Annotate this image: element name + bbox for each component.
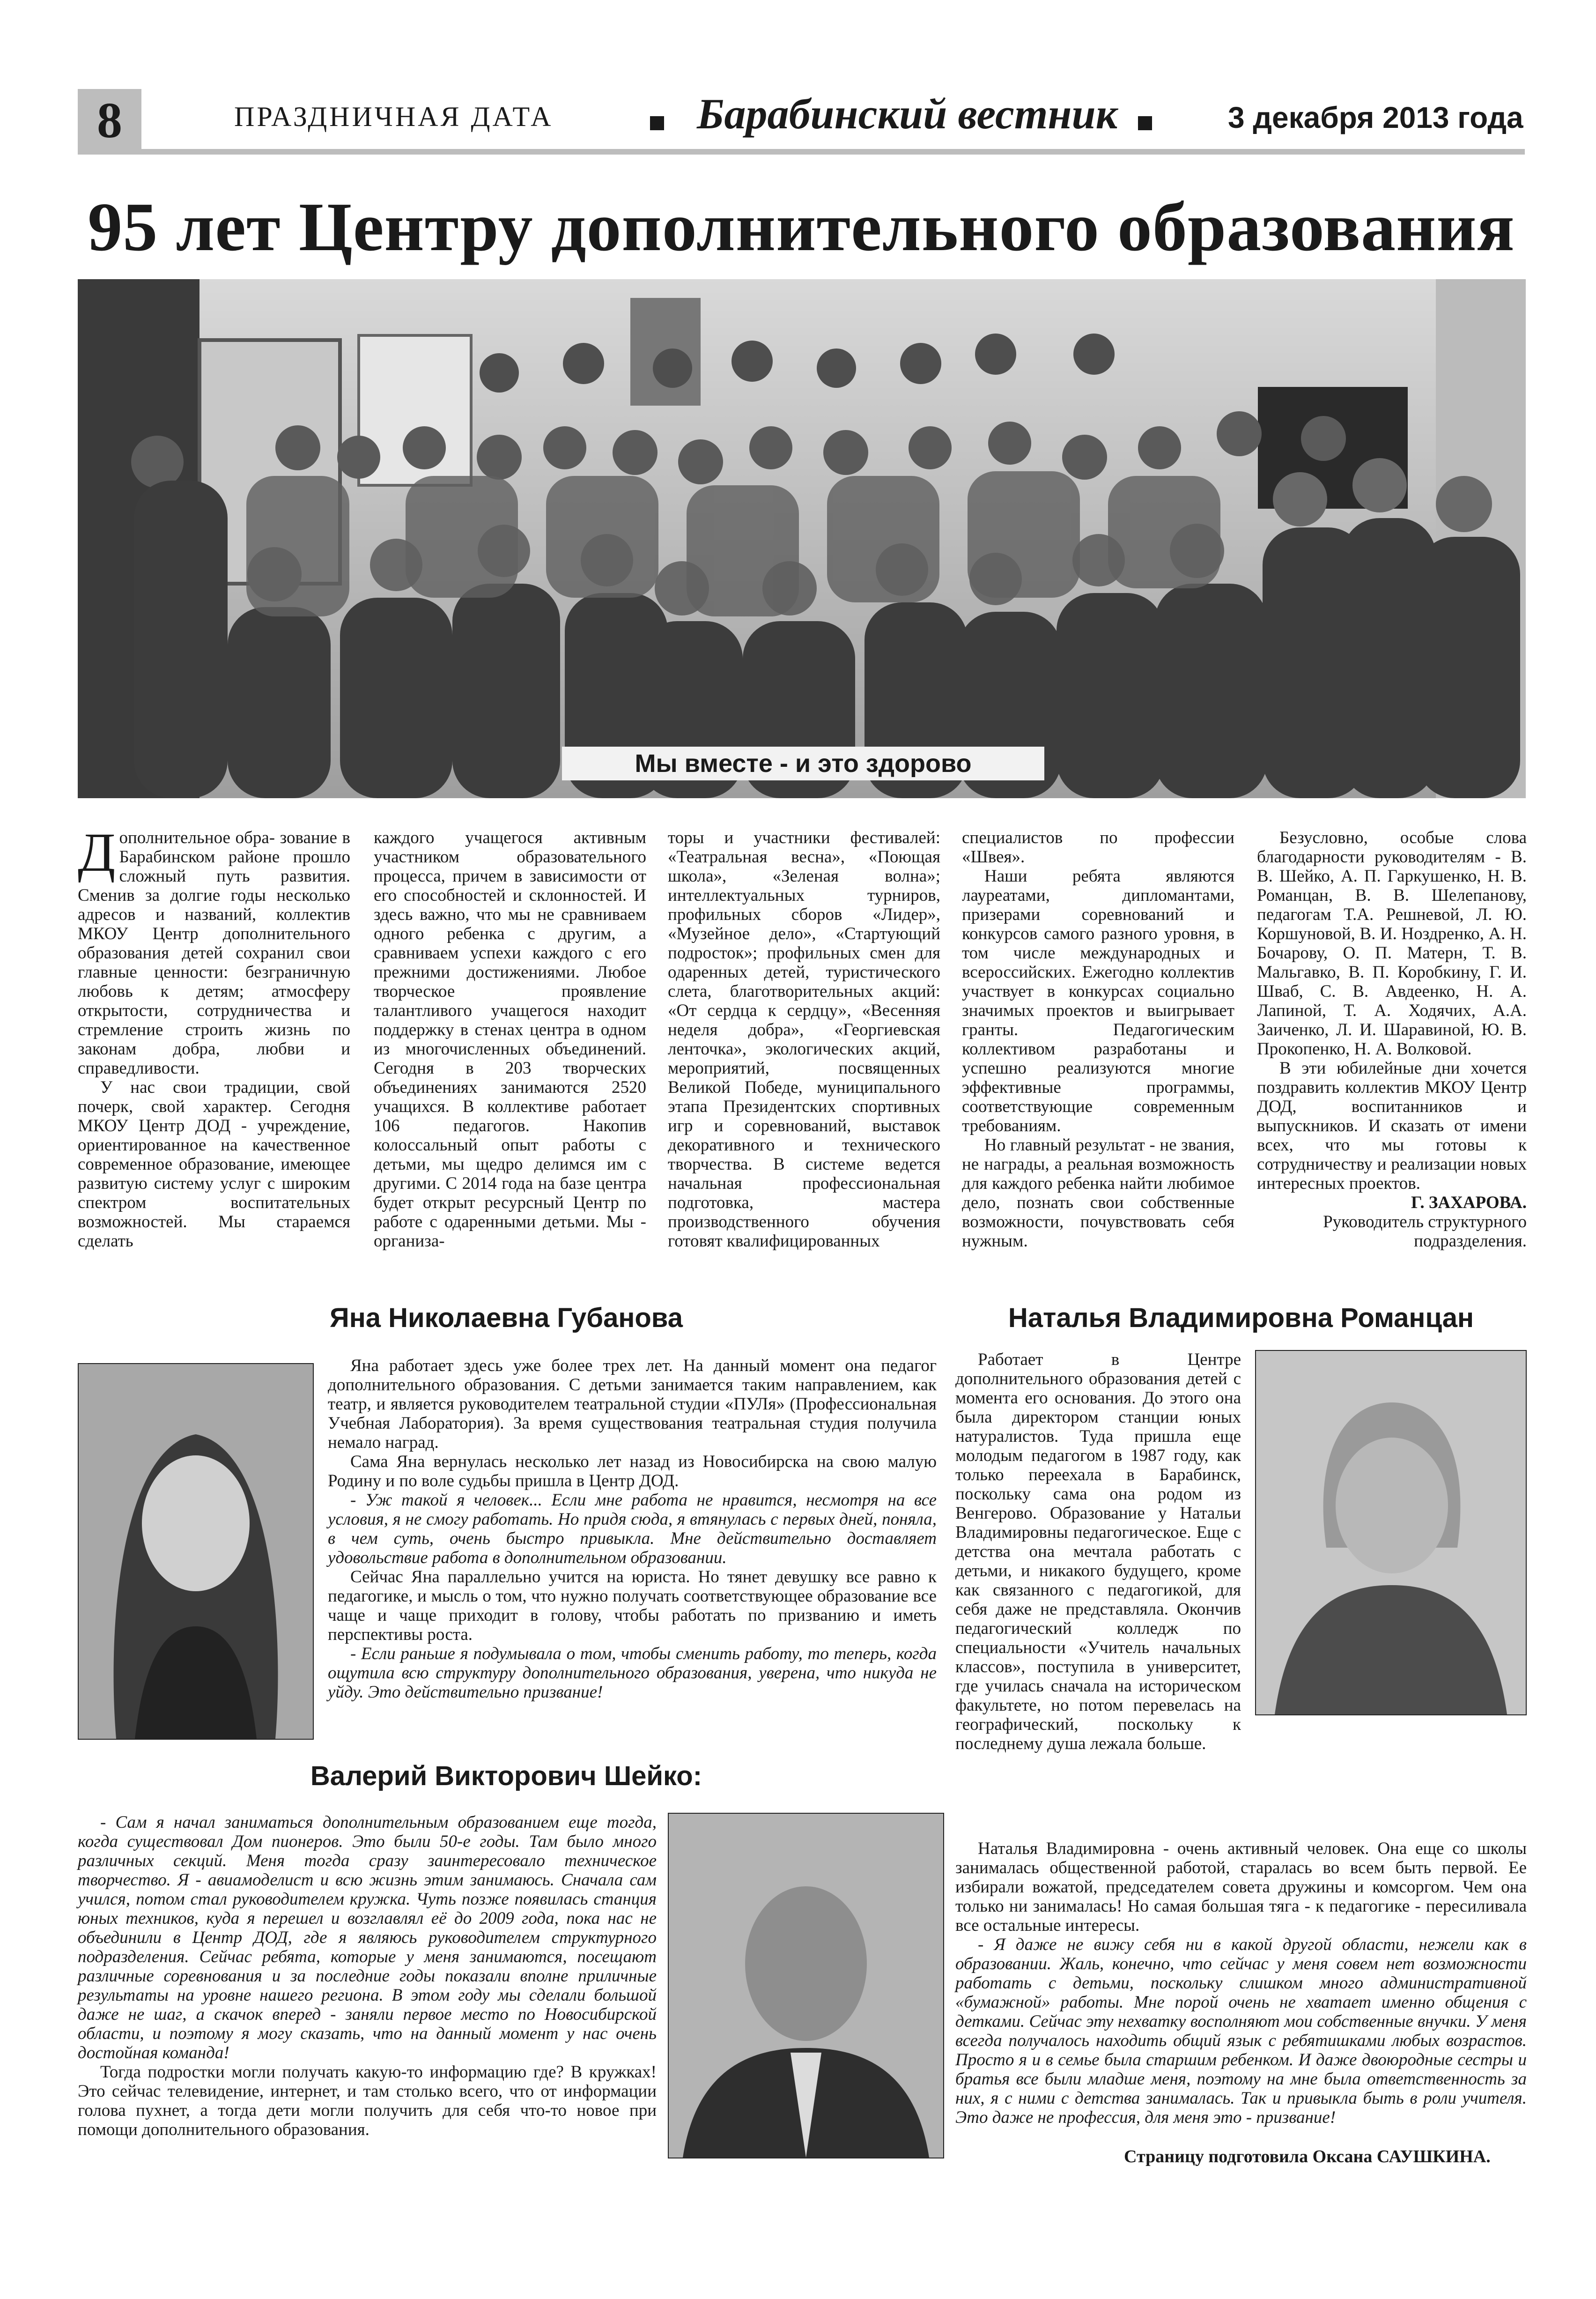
author-signature: Г. ЗАХАРОВА. [1411,1193,1527,1212]
profile-quote: - Я даже не вижу себя ни в какой другой области, нежели как в образовании. Жаль, конечно, что сейчас у меня совем нет возможности работать с детьми, поскольку слишком много административной «бумажной» работы. Мне порой очень не хватает именно общения с детками. Сейчас эту нехватку восполняют мои собственные внучки. У меня всегда получалось находить общий язык с ребятишками любых возрастов. Просто я и в семье была старшим ребенком. И даже двоюродные сестры и братья все были младше меня, поэтому на мне была ответственность за них, я с ними с детства занималась. Так и привыкла быть в роли учителя. Это даже не профессия, для меня это - призвание! [955,1935,1527,2127]
header-rule [78,149,1525,155]
rubric-label: ПРАЗДНИЧНАЯ ДАТА [234,101,554,132]
portrait-sheiko [668,1813,944,2158]
article-column-5 [1257,828,1527,1251]
profile-paragraph: Сейчас Яна параллельно учится на юриста. Но тянет девушку все равно к педагогике, и мысль о том, что нужно получать соответствующее образование все чаще и чаще приходит в голову, чтобы работать по призванию и иметь перспективы роста. [328,1567,937,1644]
portrait-gubanova [78,1363,314,1740]
portrait-romancan-illustration [1256,1351,1526,1714]
article-paragraph: каждого учащегося активным участником образовательного процесса, причем в зависимости от его способностей и склонностей. И здесь важно, что мы не сравниваем одного ребенка с другим, а сравниваем успехи каждого с его прежними достижениями. Любое творческое проявление талантливого учащегося находит поддержку в стенах центра в одном из многочисленных объединений. Сегодня в 203 творческих объединениях занимаются 2520 учащихся. В коллективе работает 106 педагогов. Накопив колоссальный опыт работы с детьми, мы щедро делимся им с другими. С 2014 года на базе центра будет открыт ресурсный Центр по работе с одаренными детьми. Мы - организа- [374,828,646,1251]
article-paragraph: Наши ребята являются лауреатами, дипломантами, призерами соревнований и конкурсов самого разного уровня, в том числе международных и всероссийских. Ежегодно коллектив участвует в конкурсах социально значимых проектов и выигрывает гранты. Педагогическим коллективом разработаны и успешно реализуются многие эффективные программы, соответствующие современным требованиям. [962,867,1234,1135]
author-position: Руководитель структурного [1323,1212,1527,1231]
article-column-4 [962,828,1234,1251]
author-position: подразделения. [1414,1231,1527,1251]
profile-paragraph: Яна работает здесь уже более трех лет. На данный момент она педагог дополнительного образования. С детьми занимается таким направлением, как театр, и является руководителем театральной студии «ПУЛя» (Профессиональная Учебная Лаборатория). За время существования театральная студия получила немало наград. [328,1356,937,1452]
profile-paragraph: Работает в Центре дополнительного образования детей с момента его основания. До этого она была директором станции юных натуралистов. Туда пришла еще молодым педагогом в 1987 году, как только переехала в Барабинск, поскольку сама она родом из Венгерово. Образование у Натальи Владимировны педагогическое. Еще с детства она мечтала работать с детьми, и никакого будущего, кроме как связанного с педагогикой, для себя даже не представляла. Окончив педагогический колледж по специальности «Учитель начальных классов», поступила в университет, где училась сначала на историческом факультете, но потом перевелась на географический, поскольку к последнему душа лежала больше. [955,1350,1241,1753]
article-paragraph: ополнительное обра- зование в Барабинском районе прошло сложный путь развития. Сменив за долгие годы несколько адресов и названий, коллектив МКОУ Центр дополнительного образования детей сохранил свои главные ценности: безграничную любовь к детям; атмосферу открытости, сотрудничества и стремление строить жизнь по законам добра, любви и справедливости. [78,828,350,1078]
profile-paragraph: Сама Яна вернулась несколько лет назад из Новосибирска на свою малую Родину и по воле судьбы пришла в Центр ДОД. [328,1452,937,1491]
profile-paragraph: Тогда подростки могли получать какую-то информацию где? В кружках! Это сейчас телевидение, интернет, и там столько всего, что от информации голова пухнет, а тогда дети могли получить для себя что-то новое при помощи дополнительного образования. [78,2062,657,2139]
header-square-left [650,116,664,130]
article-paragraph: торы и участники фестивалей: «Театральная весна», «Поющая школа», «Зеленая волна»; интеллектуальных турниров, профильных сборов «Лидер», «Музейное дело», «Стартующий подросток»; профильных смен для одаренных детей, туристического слета, благотворительных акций: «От сердца к сердцу», «Весенняя неделя добра», «Георгиевская ленточка», экологических акций, мероприятий, посвященных Великой Победе, муниципального этапа Президентских спортивных игр и соревнований, выставок декоративного и технического творчества. В системе ведется начальная профессиональная подготовка, мастера производственного обучения готовят квалифицированных [668,828,940,1251]
profile-text-romancan-side [955,1350,1241,1753]
profile-paragraph: Наталья Владимировна - очень активный человек. Она еще со школы занималась общественной работой, старалась во всем быть первой. Ее избирали вожатой, председателем совета дружины и комсоргом. Чем она только ни занималась! Но самая большая тяга - к педагогике - пересиливала все остальные интересы. [955,1839,1527,1935]
portrait-gubanova-illustration [79,1364,313,1739]
profile-text-sheiko [78,1813,657,2139]
group-photo-illustration [78,279,1526,798]
headline: 95 лет Центру дополнительного образования [88,189,1515,266]
profile-quote: - Сам я начал заниматься дополнительным образованием еще тогда, когда существовал Дом пионеров. Это были 50-е годы. Там было много различных секций. Меня тогда сразу заинтересовало техническое творчество. Я - авиамоделист и всю жизнь этим занимаюсь. Сначала сам учился, потом стал руководителем кружка. Чуть позже появилась станция юных техников, куда я перешел и возглавлял её до 2009 года, пока нас не объединили в Центр ДОД, где я являюсь руководителем структурного подразделения. Сейчас ребята, которые у меня занимаются, посещают различные соревнования и за последние годы показали вполне приличные результаты на уровне нашего региона. В этом году мы сделали большой даже не шаг, а скачок вперед - заняли первое место по Новосибирской области, и поэтому я могу сказать, что на данный момент у нас очень достойная команда! [78,1813,657,2062]
article-paragraph: Безусловно, особые слова благодарности руководителям - В. В. Шейко, А. П. Гаркушенко, Н. В. Романцан, В. В. Шелепанову, педагогам Т.А. Решневой, Л. Ю. Коршуновой, В. И. Ноздренко, А. Н. Бочарову, О. П. Матерн, Т. В. Мальгавко, В. П. Коробкину, Г. И. Шваб, С. В. Авдеенко, Н. А. Лапиной, Т. А. Ходячих, А.А. Заиченко, Л. И. Шаравиной, Ю. В. Прокопенко, Н. А. Волковой. [1257,828,1527,1059]
page-number: 8 [78,89,141,153]
issue-date: 3 декабря 2013 года [1228,101,1523,134]
article-column-3 [668,828,940,1251]
profile-text-gubanova [328,1356,937,1702]
article-paragraph: В эти юбилейные дни хочется поздравить коллектив МКОУ Центр ДОД, воспитанников и выпускников. И сказать от имени всех, что мы готовы к сотрудничеству и реализации новых интересных проектов. [1257,1059,1527,1193]
profile-quote: - Уж такой я человек... Если мне работа не нравится, несмотря на все условия, я не смогу работать. Но придя сюда, я втянулась с первых дней, поняла, в чем суть, очень быстро привыкла. Мне действительно доставляет удовольствие работа в дополнительном образовании. [328,1491,937,1567]
article-paragraph: У нас свои традиции, свой почерк, свой характер. Сегодня МКОУ Центр ДОД - учреждение, ориентированное на качественное современное образование, имеющее развитую систему услуг с широким спектром воспитательных возможностей. Мы стараемся сделать [78,1078,350,1251]
article-column-2 [374,828,646,1251]
page-credit: Страницу подготовила Оксана САУШКИНА. [1124,2147,1491,2166]
portrait-romancan [1255,1350,1527,1715]
header-square-right [1138,116,1152,130]
article-column-1 [78,822,350,1251]
group-photo [78,279,1526,798]
profile-quote: - Если раньше я подумывала о том, чтобы сменить работу, то теперь, когда ощутила всю структуру дополнительного образования, уверена, что никуда не уйду. Это действительно призвание! [328,1644,937,1702]
article-paragraph: Но главный результат - не звания, не награды, а реальная возможность для каждого ребенка найти любимое дело, познать свои собственные возможности, почувствовать себя нужным. [962,1135,1234,1251]
article-paragraph: специалистов по профессии «Швея». [962,828,1234,867]
drop-cap: Д [78,822,116,883]
profile-name-sheiko: Валерий Викторович Шейко: [310,1761,702,1791]
portrait-sheiko-illustration [669,1814,943,2158]
newspaper-title: Барабинский вестник [697,90,1118,138]
profile-name-romancan: Наталья Владимировна Романцан [1008,1303,1474,1333]
profile-text-romancan [955,1839,1527,2127]
profile-name-gubanova: Яна Николаевна Губанова [330,1303,683,1333]
photo-caption: Мы вместе - и это здорово [562,747,1044,780]
